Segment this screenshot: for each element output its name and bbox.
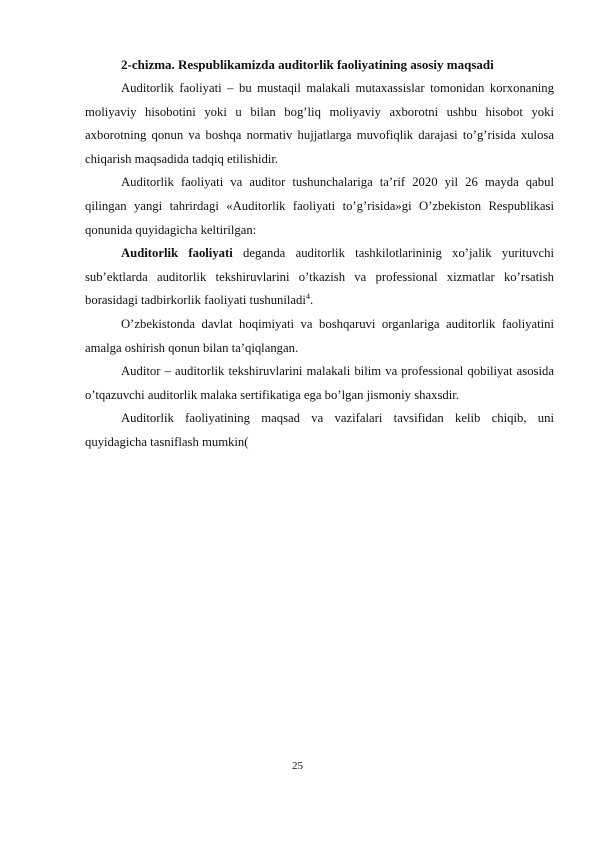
paragraph-law-reference: Auditorlik faoliyati va auditor tushunchalariga ta’rif 2020 yil 26 mayda qabul qilingan yangi tahrirdagi «Auditorlik faoliyati to’g’risida»gi O’zbekiston Respublikasi qonunida quyidagicha keltirilgan:: [85, 175, 554, 237]
term-auditorlik-faoliyati: Auditorlik faoliyati: [121, 246, 233, 261]
paragraph-audit-activity-definition: [85, 242, 554, 313]
paragraph-auditor-definition: Auditor – auditorlik tekshiruvlarini malakali bilim va professional qobiliyat asosida o’tqazuvchi auditorlik malaka sertifikatiga ega bo’lgan jismoniy shaxsdir.: [85, 364, 554, 402]
paragraph-prohibition: O’zbekistonda davlat hoqimiyati va boshqaruvi organlariga auditorlik faoliyatini amalga oshirish qonun bilan ta’qiqlangan.: [85, 316, 554, 355]
footnote-marker[interactable]: 4: [305, 292, 310, 302]
page-number: 25: [292, 760, 303, 772]
paragraph-tail: .: [309, 293, 314, 308]
paragraph-classification-intro: Auditorlik faoliyatining maqsad va vazifalari tavsifidan kelib chiqib, uni quyidagicha tasniflash mumkin(: [85, 411, 554, 449]
paragraph-audit-definition: Auditorlik faoliyati – bu mustaqil malakali mutaxassislar tomonidan korxonaning moliyaviy hisobotini yoki u bilan bog’liq moliyaviy axborotni ushbu hisobot yoki axborotning qonun va boshqa normativ hujjatlarga muvofiqlik darajasi to’g’risida xulosa chiqarish maqsadida tadqiq etilishidir.: [85, 81, 554, 166]
document-page: [85, 53, 554, 455]
paragraph-body: deganda auditorlik tashkilotlarininig xo’jalik yurituvchi sub’ektlarda auditorlik tekshiruvlarini o’tkazish va professional xizmatlar ko’rsatish borasidagi tadbirkorlik faoliyati tushuniladi: [85, 246, 554, 308]
figure-caption: 2-chizma. Respublikamizda auditorlik faoliyatining asosiy maqsadi: [121, 57, 494, 72]
